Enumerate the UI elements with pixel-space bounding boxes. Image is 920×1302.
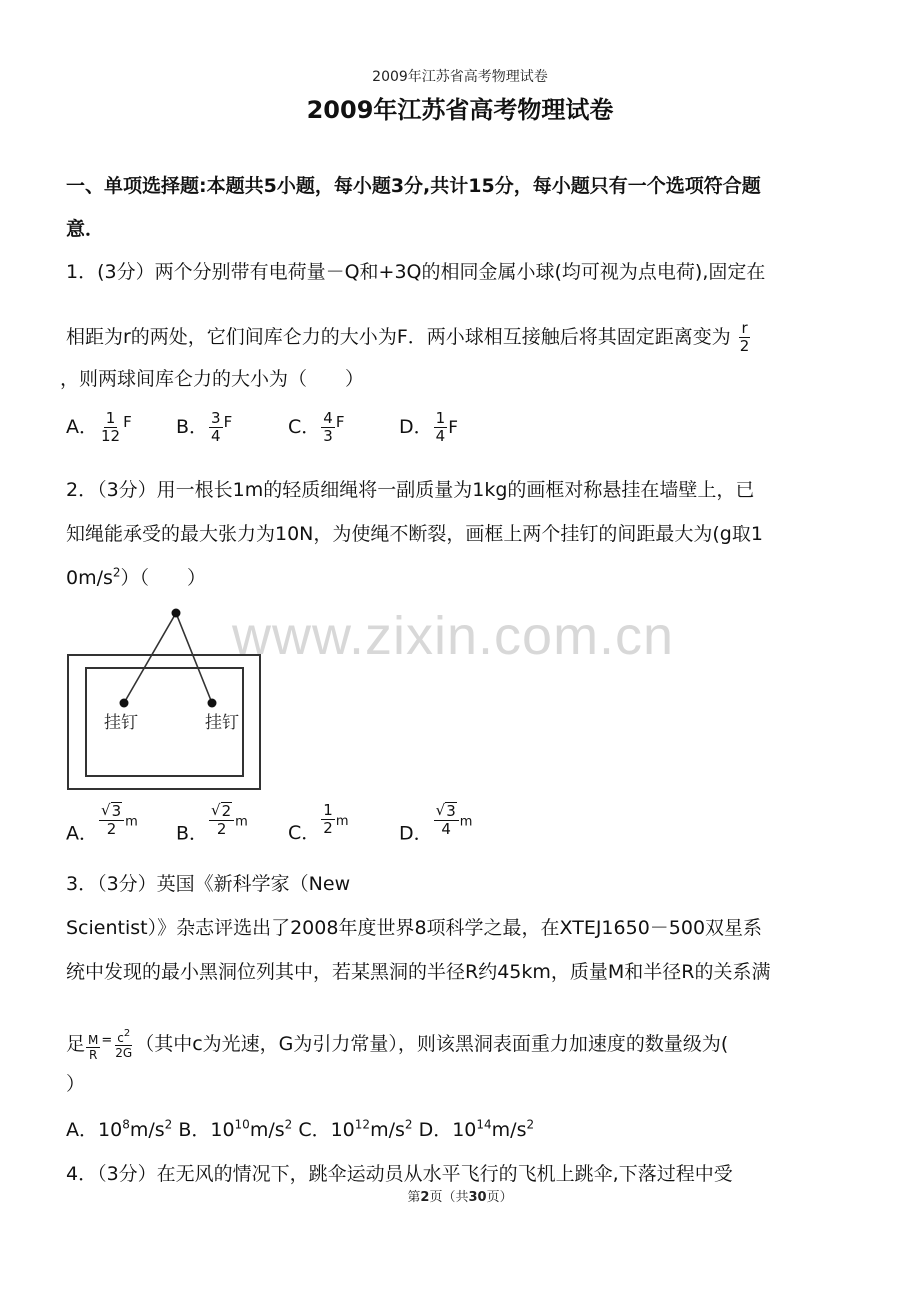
option-fraction: $\frac{4}{3}$: [323, 409, 333, 445]
option-fraction: √ 3 4: [434, 802, 459, 838]
option-label: C．: [288, 416, 321, 438]
option-label: A．: [66, 416, 98, 438]
q2-option-d[interactable]: [399, 802, 472, 846]
q3-option-a[interactable]: A．$10^8m/s^2$: [66, 1117, 173, 1141]
q3-option-d[interactable]: D．$10^{14}m/s^2$: [418, 1117, 535, 1141]
q2-line2: 知绳能承受的最大张力为10N，为使绳不断裂，画框上两个挂钉的间距最大为(g取1: [66, 523, 763, 545]
q1-fraction: [738, 320, 752, 355]
section-heading-line1: 一、单项选择题:本题共5小题，每小题3分,共计15分，每小题只有一个选项符合题: [66, 175, 761, 197]
q3-line2: Scientist）》杂志评选出了2008年度世界8项科学之最，在XTEJ1650－500双星系: [66, 917, 763, 939]
q1-option-b[interactable]: [176, 410, 232, 445]
option-suffix: m: [235, 814, 248, 830]
wall-nail: [172, 609, 181, 618]
q3-options: [66, 1117, 534, 1143]
q2-option-b[interactable]: [176, 802, 248, 846]
q1-fraction-den: 2: [739, 337, 750, 355]
option-fraction: $\frac{1}{12}$: [101, 409, 121, 445]
option-fraction: $\frac{1}{2}$: [323, 801, 333, 837]
left-hook-label: 挂钉: [104, 713, 138, 733]
q3-line5: ）: [66, 1073, 86, 1095]
q3-line4-post: （其中c为光速，G为引力常量），则该黑洞表面重力加速度的数量级为(: [135, 1033, 729, 1055]
running-header: 2009年江苏省高考物理试卷: [372, 69, 548, 85]
option-suffix: F: [335, 413, 345, 431]
q3-eq-sign: =: [101, 1033, 113, 1048]
option-suffix: m: [335, 814, 349, 829]
q1-line2-text: 相距为r的两处，它们间库仑力的大小为F．两小球相互接触后将其固定距离变为: [66, 326, 731, 348]
option-fraction: √ 3 2: [99, 802, 124, 838]
q3-line4-pre: 足: [66, 1033, 86, 1055]
q3-line4: [66, 1027, 728, 1062]
q3-line1: 3．（3分）英国《新科学家（New: [66, 873, 351, 895]
option-suffix: F: [223, 413, 233, 431]
option-label: C．: [288, 822, 321, 844]
option-fraction: $\frac{3}{4}$: [211, 409, 221, 445]
option-label: B．: [176, 822, 209, 845]
watermark: www.zixin.com.cn: [232, 606, 675, 666]
q3-eq-left: $\frac{M}{R}$: [88, 1033, 99, 1062]
option-fraction: √ 2 2: [209, 802, 234, 838]
current-page: 2: [420, 1190, 430, 1205]
right-hook-label: 挂钉: [205, 713, 239, 733]
option-label: B．: [176, 416, 209, 438]
option-suffix: m: [125, 814, 138, 830]
option-suffix: F: [123, 413, 132, 431]
q1-line2: [66, 320, 752, 355]
option-label: D．: [399, 822, 433, 845]
option-suffix: m: [459, 814, 473, 830]
q3-line3: 统中发现的最小黑洞位列其中，若某黑洞的半径R约45km，质量M和半径R的关系满: [66, 961, 771, 983]
left-hook: [120, 699, 129, 708]
q3-eq-right: $\frac{c^2}{2G}$: [115, 1028, 133, 1060]
option-suffix: F: [448, 418, 458, 438]
q2-line3: [66, 565, 206, 591]
q2-line3-pre: 0m/s: [66, 567, 113, 589]
q2-line3-post: ）（ ）: [120, 567, 207, 589]
total-pages: 30: [468, 1190, 487, 1205]
rope-left: [124, 613, 176, 703]
q1-option-c[interactable]: [288, 410, 344, 445]
option-label: A．: [66, 822, 98, 845]
q1-option-a[interactable]: [66, 410, 132, 445]
right-hook: [208, 699, 217, 708]
q2-line1: 2．（3分）用一根长1m的轻质细绳将一副质量为1kg的画框对称悬挂在墙壁上，已: [66, 479, 755, 501]
q1-line1: 1．(3分）两个分别带有电荷量－Q和+3Q的相同金属小球(均可视为点电荷),固定在: [66, 261, 766, 283]
q2-option-c[interactable]: [288, 802, 349, 845]
q2-line3-sup: 2: [112, 565, 121, 580]
rope-right: [176, 613, 212, 703]
page-title: 2009年江苏省高考物理试卷: [306, 96, 614, 124]
q3-option-c[interactable]: C．$10^{12}m/s^2$: [298, 1117, 413, 1141]
page-footer: 第2页（共30页）: [407, 1190, 513, 1205]
option-fraction: $\frac{1}{4}$: [435, 409, 446, 445]
section-heading-line2: 意．: [66, 218, 105, 240]
q3-option-b[interactable]: B．$10^{10}m/s^2$: [178, 1117, 293, 1141]
option-label: D．: [399, 416, 433, 438]
q1-fraction-num: r: [741, 319, 748, 337]
q1-option-d[interactable]: [399, 410, 458, 445]
q1-line3: ，则两球间库仑力的大小为（ ）: [60, 368, 365, 390]
q2-option-a[interactable]: [66, 802, 138, 846]
q4-line1: 4．（3分）在无风的情况下，跳伞运动员从水平飞行的飞机上跳伞,下落过程中受: [66, 1163, 733, 1185]
